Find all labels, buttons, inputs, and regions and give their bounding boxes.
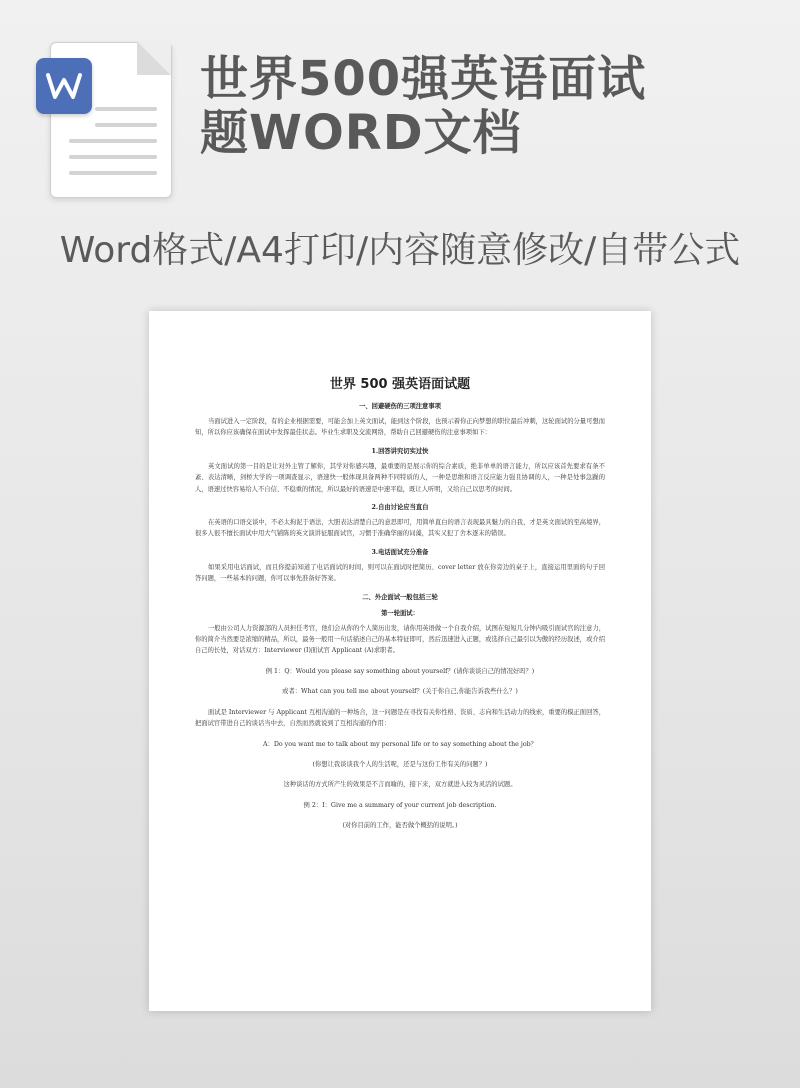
paragraph: 这种谈话的方式所产生的效果是不言而喻的，接下来，双方就进入较为灵活的试题。 [283,781,517,789]
document-preview [149,311,651,1011]
page-title [200,52,760,160]
example-line: 或者：What can you tell me about yourself？(关于你自己,你能告诉我些什么？) [282,688,518,696]
title-line-1: 世界500强英语面试 [200,51,647,107]
paragraph: 一般由公司人力资源部的人员担任考官，他们会从你的个人简历出发，请你用英语做一个自我介绍，试图在短短几分钟内吸引面试官的注意力，你的简介当然要是浓缩的精品，所以，最务一般用一句话描述自己的基本特征即可，然后迅速进入正题，或选择自己最引以为傲的经历叙述，或介绍自己的长处，对话双方：Interviewer (I)面试官 Applicant (A)求职者。 [195,624,605,655]
paragraph: 面试是 Interviewer 与 Applicant 互相沟通的一种场合，这一问题是在寻找有关你性格、资质、志向和生活动力的线索，重要的模正面回答，把面试官带进自己的谈话当中去，自然而然就说到了互相沟通的作用： [195,708,605,728]
example-line: (你想让我谈谈我个人的生活呢，还是与这份工作有关的问题？) [312,760,488,768]
file-line [69,155,157,159]
example-line: (对你目前的工作，能否做个概括的说明。) [342,822,458,830]
word-badge-icon [36,58,92,114]
sub-heading: 2.自由讨论应当直白 [371,504,429,512]
file-line [95,107,157,111]
subtitle: Word格式/A4打印/内容随意修改/自带公式 [59,230,741,271]
file-line [69,139,157,143]
file-line [69,171,157,175]
paragraph: 英文面试的第一目的是让对外主管了解你，其学对你感兴趣，最重要的是展示你的综合素质，绝非单单的语言能力，所以应该首先要求有条不紊、表达清晰，剑桥大学的一项调查显示，语速快一般体现具备两种不同特质的人，一种是思维和语言反应能力强且协调的人，一种是处事急躁的人，语速过快容易给人不自信、不稳重的情况，所以最好的语速是中速平稳，既让人听明，又给自己以思考的时间。 [195,462,605,493]
example-line: 例 2：I：Give me a summary of your current job description. [303,801,497,809]
paragraph: 如果采用电话面试，而且你提前知道了电话面试的时间，则可以在面试时把简历、cover letter 放在你旁边的桌子上，直接运用里面的句子回答问题，一些基本的问题，你可以事先准备好答案。 [195,563,605,583]
title-line-2: 题WORD文档 [200,105,522,161]
paragraph: 当面试进入一定阶段，有的企业根据需要，可能会加上英文面试，能到这个阶段，也预示着你正向梦想的职位最后冲刺，这轮面试的分量可想而知，所以你应该确保在面试中发挥最佳状态。毕业生求职及交流网络，帮助自己回避硬伤的注意事项如下： [195,418,605,437]
sub-heading: 第一轮面试： [381,609,419,617]
sub-heading: 1.回答讲究切实过快 [371,447,429,455]
page-fold-icon [137,41,171,75]
section-heading: 一、回避硬伤的三项注意事项 [359,403,441,410]
sub-heading: 3.电话面试充分准备 [371,548,429,556]
example-line: 例 1：Q：Would you please say something about yourself？(请你谈谈自己的情况好吗？) [265,667,535,675]
section-heading: 二、外企面试一般包括三轮 [362,593,438,601]
word-file-icon [50,42,170,196]
document-title: 世界 500 强英语面试题 [329,377,471,392]
example-line: A：Do you want me to talk about my personal life or to say something about the job？ [263,740,537,748]
file-line [95,123,157,127]
paragraph: 在英语的口语交谈中，不必太拘泥于语法，大胆表达清楚自己的意思即可，用简单直白的语言表现最具魅力的自我，才是英文面试的至高境界，很多人很不擅长面试中用大气铺陈的英文演讲征服面试官，习惯于准确华丽的词藻，其实又犯了舍本逐末的错误。 [195,519,605,538]
